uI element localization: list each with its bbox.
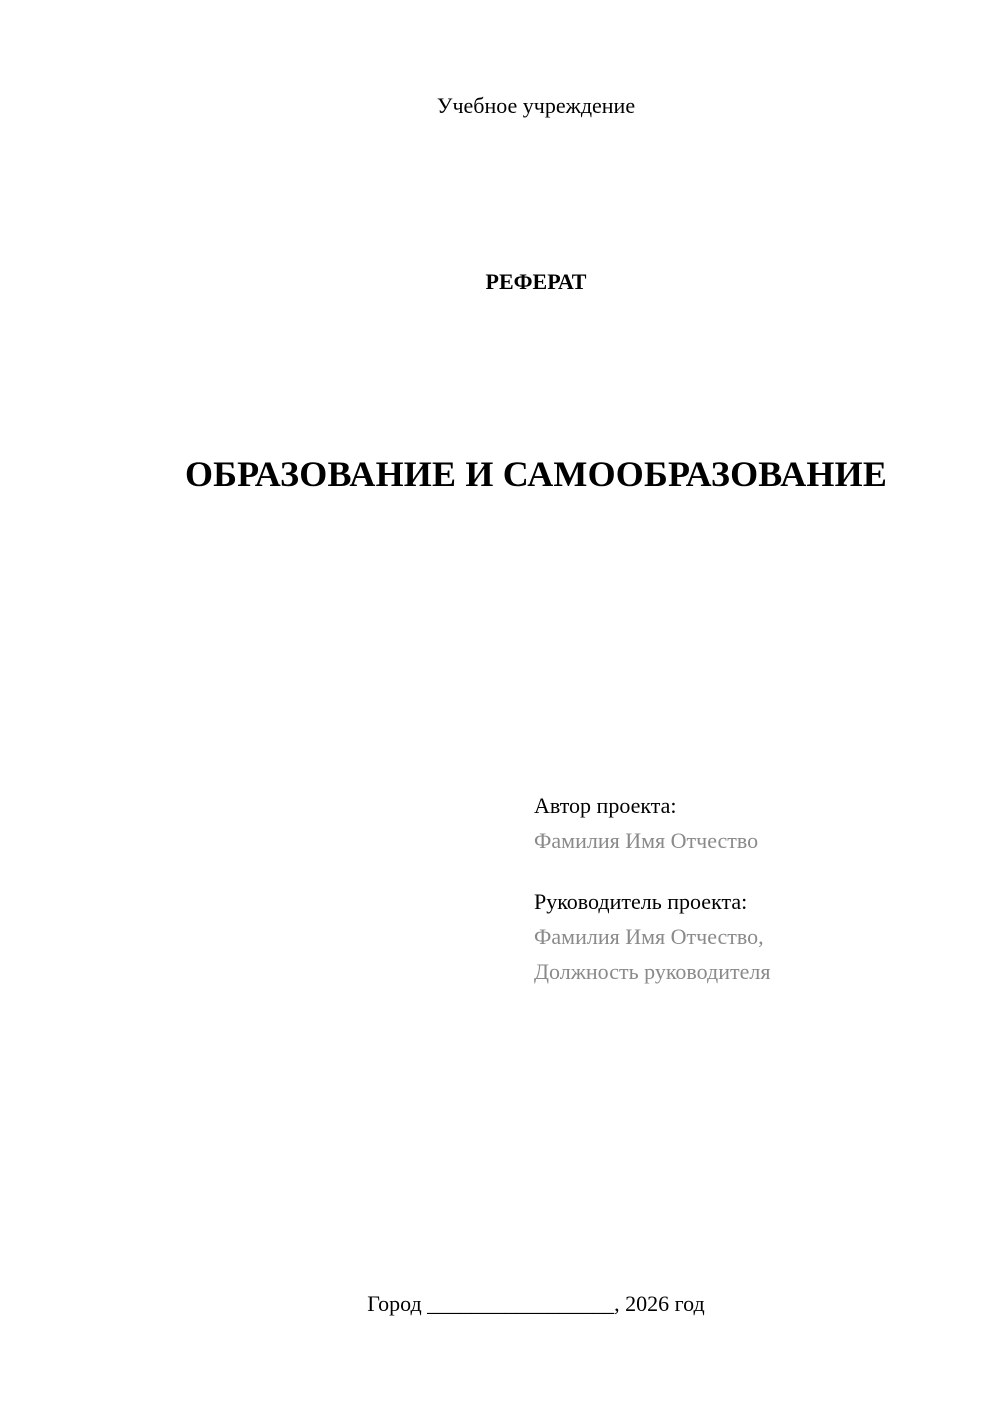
supervisor-name: Фамилия Имя Отчество, [534,924,764,949]
credits-block [534,788,974,989]
document-type: РЕФЕРАТ [485,269,587,294]
supervisor-position: Должность руководителя [534,959,771,984]
author-name: Фамилия Имя Отчество [534,828,759,853]
supervisor-label: Руководитель проекта: [534,889,748,914]
institution-name: Учебное учреждение [436,93,636,118]
author-label: Автор проекта: [534,793,677,818]
document-title: ОБРАЗОВАНИЕ И САМООБРАЗОВАНИЕ [184,454,888,494]
credits-spacer [534,858,974,884]
city-year-line: Город _________________, 2026 год [367,1291,705,1316]
